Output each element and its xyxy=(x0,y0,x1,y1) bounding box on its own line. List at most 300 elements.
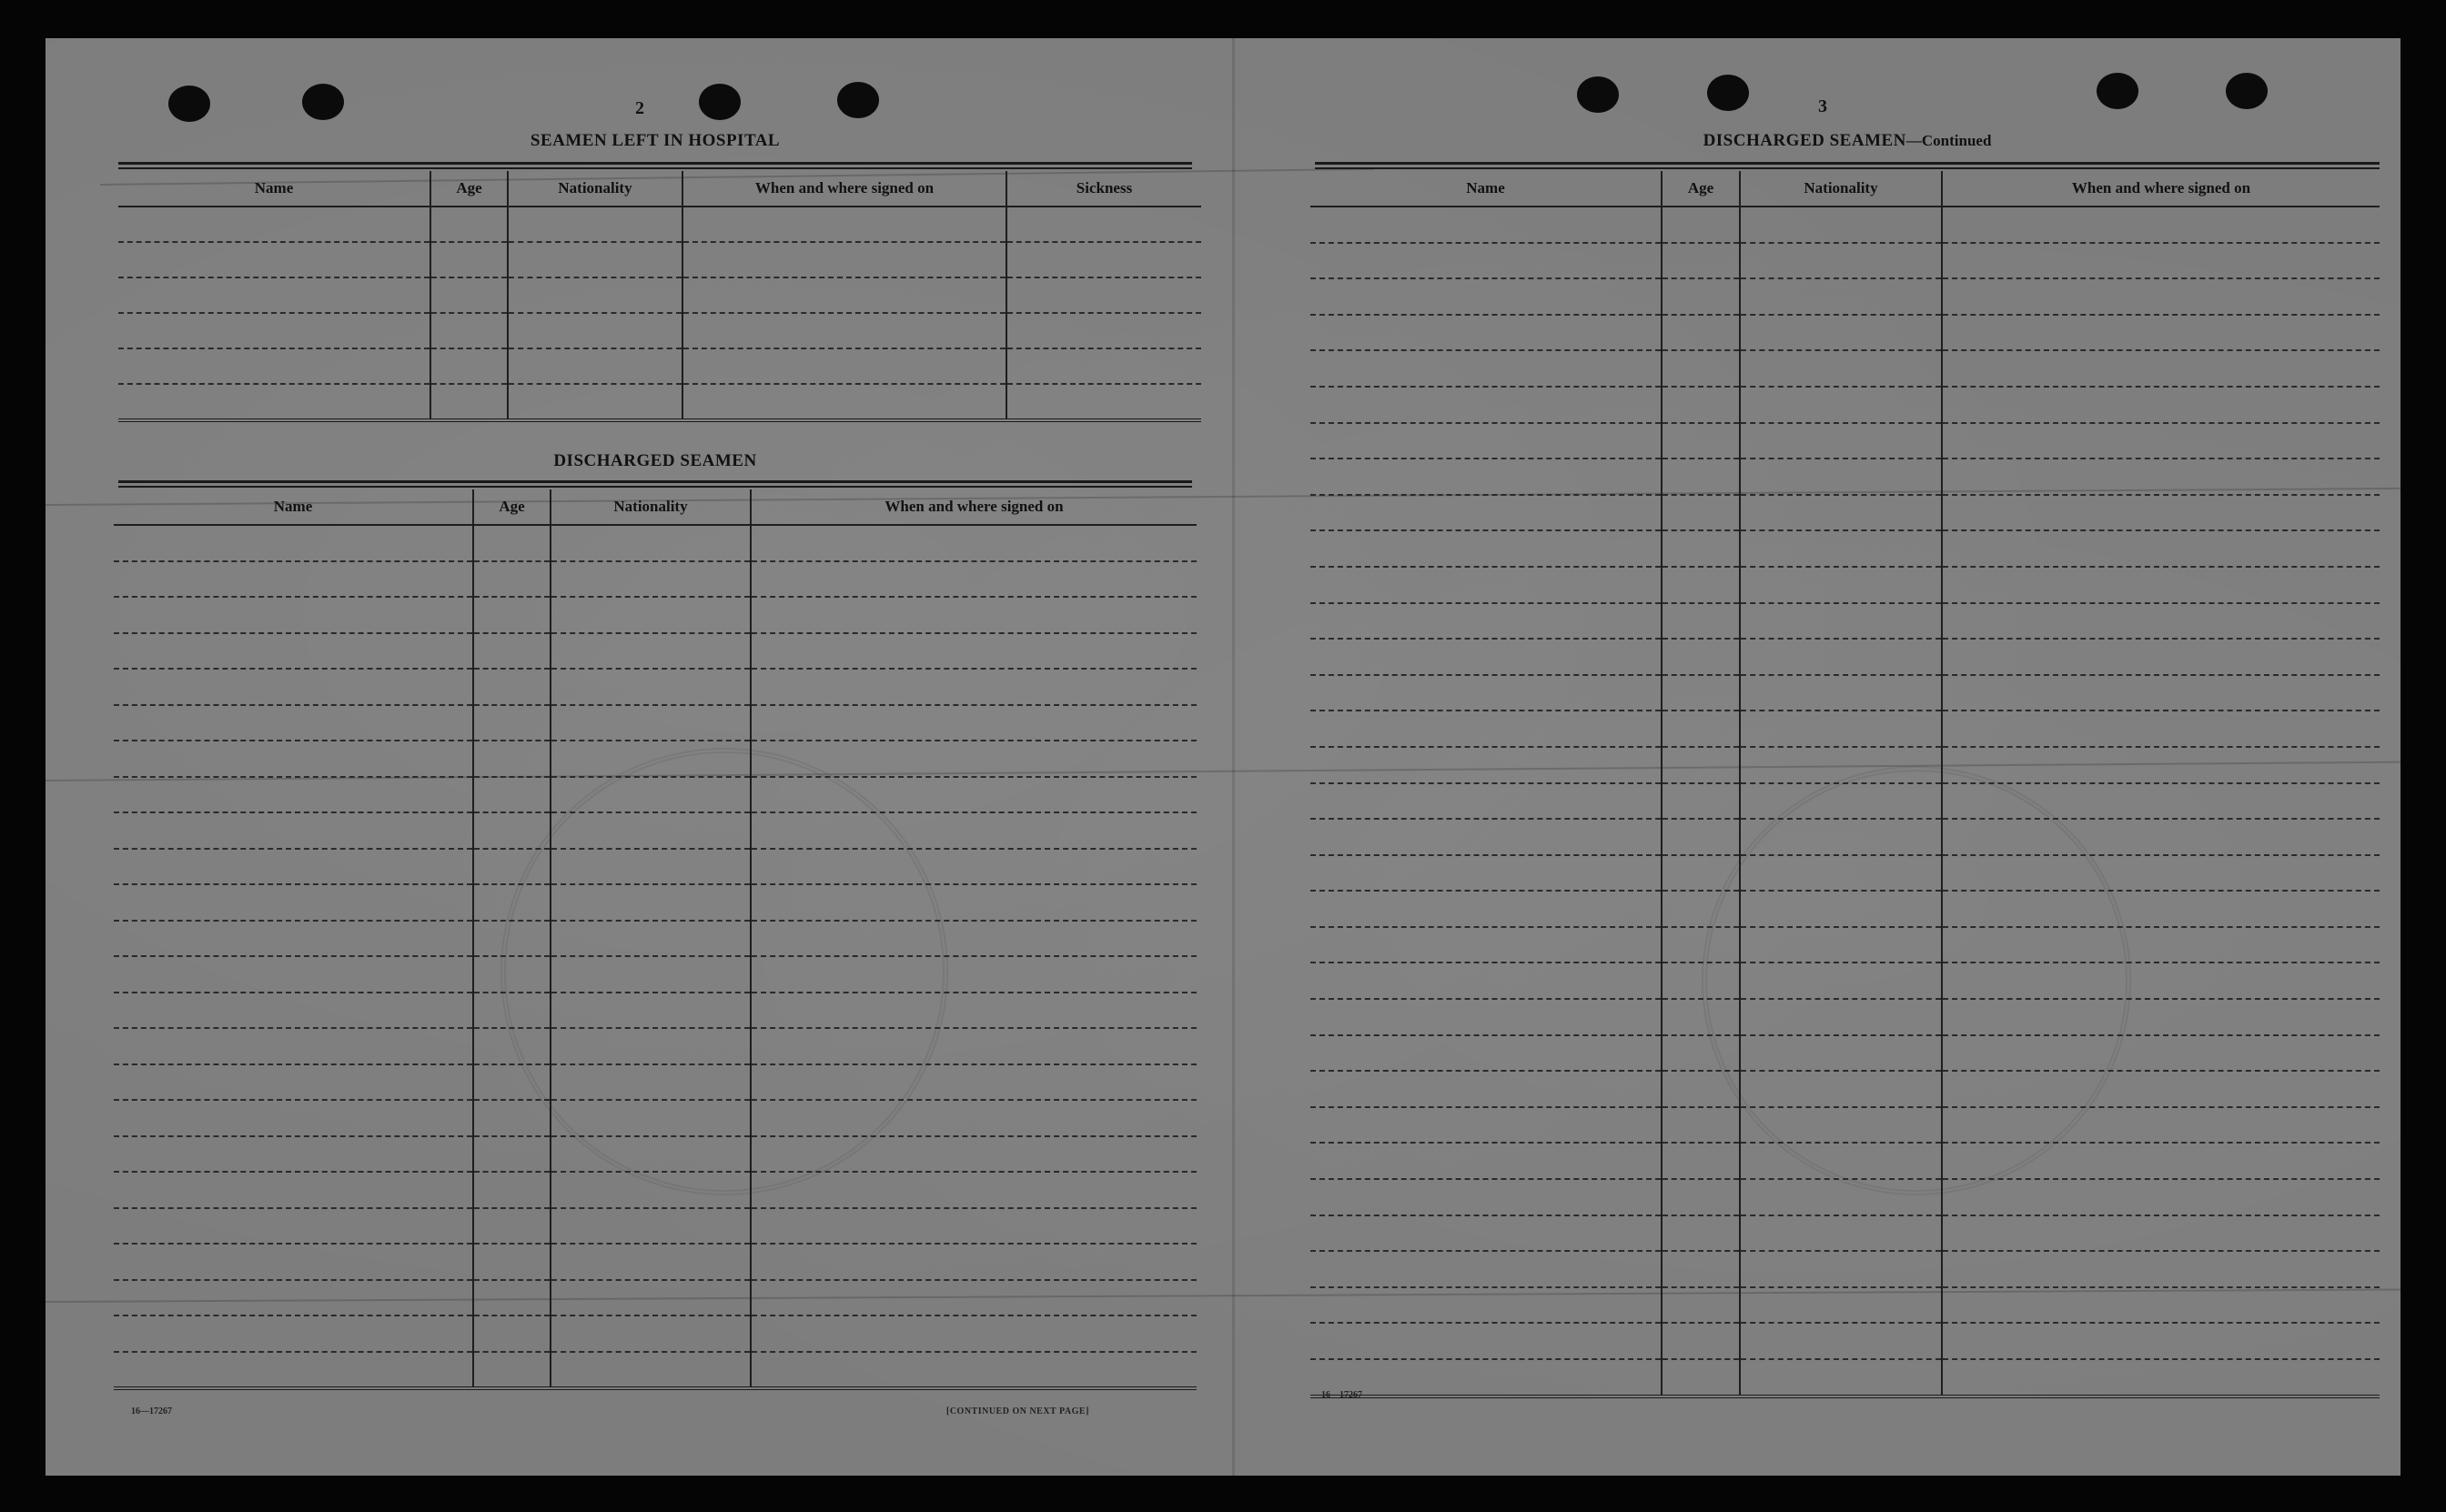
page-fold xyxy=(1232,38,1235,1476)
blank-cell xyxy=(1662,1287,1740,1324)
blank-cell xyxy=(551,561,751,598)
blank-cell xyxy=(508,384,682,420)
blank-cell xyxy=(682,242,1006,277)
blank-cell xyxy=(473,1280,551,1316)
blank-cell xyxy=(114,1172,473,1208)
blank-cell xyxy=(1310,819,1662,855)
blank-cell xyxy=(1740,207,1942,243)
blank-cell xyxy=(1662,927,1740,963)
discharged-continued-row xyxy=(1310,747,2380,783)
blank-cell xyxy=(473,849,551,885)
discharged-row xyxy=(114,633,1197,670)
blank-cell xyxy=(551,884,751,921)
discharged-continued-row xyxy=(1310,999,2380,1035)
blank-cell xyxy=(682,384,1006,420)
blank-cell xyxy=(1662,243,1740,279)
blank-cell xyxy=(430,384,508,420)
blank-cell xyxy=(473,1208,551,1245)
discharged-continued-row xyxy=(1310,1035,2380,1072)
punch-hole xyxy=(2097,73,2138,109)
discharged-continued-row xyxy=(1310,350,2380,387)
blank-cell xyxy=(1310,675,1662,711)
blank-cell xyxy=(682,207,1006,242)
discharged-continued-row xyxy=(1310,783,2380,820)
blank-cell xyxy=(1740,1323,1942,1359)
blank-cell xyxy=(1942,1035,2380,1072)
blank-cell xyxy=(1942,315,2380,351)
continued-suffix: —Continued xyxy=(1905,132,1992,149)
blank-cell xyxy=(114,1352,473,1389)
blank-cell xyxy=(114,812,473,849)
blank-cell xyxy=(473,993,551,1029)
blank-cell xyxy=(118,348,430,384)
blank-cell xyxy=(473,884,551,921)
blank-cell xyxy=(1310,567,1662,603)
blank-cell xyxy=(751,1172,1197,1208)
blank-cell xyxy=(430,207,508,242)
page-number-right: 3 xyxy=(1818,96,1827,116)
blank-cell xyxy=(551,1136,751,1173)
discharged-row xyxy=(114,1136,1197,1173)
discharged-continued-row xyxy=(1310,530,2380,567)
discharged-continued-title-text: DISCHARGED SEAMEN xyxy=(1703,131,1906,150)
blank-cell xyxy=(1662,603,1740,640)
blank-cell xyxy=(551,705,751,741)
continued-note: [CONTINUED ON NEXT PAGE] xyxy=(946,1406,1089,1416)
blank-cell xyxy=(1662,1323,1740,1359)
blank-cell xyxy=(1310,603,1662,640)
hospital-title-rule xyxy=(118,162,1192,169)
discharged-row xyxy=(114,849,1197,885)
discharged-continued-row xyxy=(1310,927,2380,963)
discharged-row xyxy=(114,1208,1197,1245)
blank-cell xyxy=(751,1352,1197,1389)
blank-cell xyxy=(1662,783,1740,820)
blank-cell xyxy=(1662,1215,1740,1252)
punch-hole xyxy=(168,86,210,122)
blank-cell xyxy=(114,633,473,670)
discharged-continued-row xyxy=(1310,1287,2380,1324)
blank-cell xyxy=(1310,387,1662,423)
blank-cell xyxy=(1740,927,1942,963)
discharged-table xyxy=(114,489,1197,1390)
blank-cell xyxy=(508,207,682,242)
blank-cell xyxy=(118,207,430,242)
blank-cell xyxy=(430,242,508,277)
blank-cell xyxy=(1740,963,1942,999)
blank-cell xyxy=(551,1172,751,1208)
blank-cell xyxy=(114,561,473,598)
blank-cell xyxy=(1942,783,2380,820)
discharged-continued-row xyxy=(1310,1215,2380,1252)
blank-cell xyxy=(751,705,1197,741)
blank-cell xyxy=(473,1172,551,1208)
blank-cell xyxy=(1662,387,1740,423)
blank-cell xyxy=(508,242,682,277)
blank-cell xyxy=(1310,530,1662,567)
continued-col-age: Age xyxy=(1662,171,1740,207)
blank-cell xyxy=(1942,278,2380,315)
blank-cell xyxy=(1310,1215,1662,1252)
blank-cell xyxy=(1310,783,1662,820)
blank-cell xyxy=(751,1136,1197,1173)
blank-cell xyxy=(751,1244,1197,1280)
blank-cell xyxy=(1740,819,1942,855)
discharged-continued-row xyxy=(1310,423,2380,459)
discharged-row xyxy=(114,921,1197,957)
discharged-row xyxy=(114,812,1197,849)
blank-cell xyxy=(1740,278,1942,315)
blank-cell xyxy=(551,1244,751,1280)
blank-cell xyxy=(1310,639,1662,675)
blank-cell xyxy=(1310,207,1662,243)
blank-cell xyxy=(473,1315,551,1352)
blank-cell xyxy=(1662,423,1740,459)
blank-cell xyxy=(1662,1179,1740,1215)
blank-cell xyxy=(1740,747,1942,783)
blank-cell xyxy=(751,921,1197,957)
blank-cell xyxy=(473,669,551,705)
hospital-row xyxy=(118,348,1201,384)
discharged-row xyxy=(114,705,1197,741)
blank-cell xyxy=(1942,1215,2380,1252)
blank-cell xyxy=(1310,1107,1662,1144)
hospital-table xyxy=(118,171,1201,422)
blank-cell xyxy=(1942,243,2380,279)
blank-cell xyxy=(1942,1107,2380,1144)
blank-cell xyxy=(551,1028,751,1064)
blank-cell xyxy=(1662,711,1740,747)
blank-cell xyxy=(1662,207,1740,243)
blank-cell xyxy=(1740,1287,1942,1324)
blank-cell xyxy=(1310,459,1662,495)
blank-cell xyxy=(1740,567,1942,603)
blank-cell xyxy=(1942,350,2380,387)
blank-cell xyxy=(751,597,1197,633)
blank-cell xyxy=(1662,350,1740,387)
blank-cell xyxy=(751,741,1197,777)
discharged-row xyxy=(114,669,1197,705)
blank-cell xyxy=(1942,1071,2380,1107)
discharged-row xyxy=(114,1064,1197,1101)
hospital-col-signed-on: When and where signed on xyxy=(682,171,1006,207)
blank-cell xyxy=(1942,1179,2380,1215)
blank-cell xyxy=(1310,350,1662,387)
blank-cell xyxy=(1942,639,2380,675)
blank-cell xyxy=(751,1208,1197,1245)
blank-cell xyxy=(551,1315,751,1352)
punch-hole xyxy=(699,84,741,120)
blank-cell xyxy=(1740,1035,1942,1072)
blank-cell xyxy=(1006,242,1201,277)
blank-cell xyxy=(751,1100,1197,1136)
punch-hole xyxy=(302,84,344,120)
blank-cell xyxy=(1740,675,1942,711)
blank-cell xyxy=(551,812,751,849)
blank-cell xyxy=(1310,243,1662,279)
blank-cell xyxy=(1740,1359,1942,1396)
blank-cell xyxy=(1310,1251,1662,1287)
discharged-continued-row xyxy=(1310,459,2380,495)
blank-cell xyxy=(751,561,1197,598)
blank-cell xyxy=(751,884,1197,921)
blank-cell xyxy=(1740,891,1942,927)
discharged-row xyxy=(114,956,1197,993)
blank-cell xyxy=(1740,315,1942,351)
blank-cell xyxy=(473,705,551,741)
blank-cell xyxy=(551,669,751,705)
blank-cell xyxy=(1740,855,1942,892)
blank-cell xyxy=(1310,891,1662,927)
blank-cell xyxy=(682,277,1006,313)
blank-cell xyxy=(1942,675,2380,711)
blank-cell xyxy=(1662,639,1740,675)
form-number-right: 16—17267 xyxy=(1321,1390,1362,1400)
blank-cell xyxy=(1662,1143,1740,1179)
blank-cell xyxy=(114,1028,473,1064)
form-number-left: 16—17267 xyxy=(131,1406,172,1416)
blank-cell xyxy=(1006,313,1201,348)
blank-cell xyxy=(1310,747,1662,783)
discharged-row xyxy=(114,884,1197,921)
blank-cell xyxy=(551,921,751,957)
discharged-row xyxy=(114,741,1197,777)
hospital-row xyxy=(118,277,1201,313)
punch-hole xyxy=(1577,76,1619,113)
blank-cell xyxy=(473,1244,551,1280)
blank-cell xyxy=(1740,495,1942,531)
discharged-continued-row xyxy=(1310,207,2380,243)
blank-cell xyxy=(551,849,751,885)
blank-cell xyxy=(1662,855,1740,892)
blank-cell xyxy=(114,1315,473,1352)
blank-cell xyxy=(1740,530,1942,567)
discharged-continued-row xyxy=(1310,711,2380,747)
blank-cell xyxy=(1740,1071,1942,1107)
discharged-row xyxy=(114,1315,1197,1352)
discharged-row xyxy=(114,1028,1197,1064)
discharged-continued-row xyxy=(1310,278,2380,315)
continued-col-name: Name xyxy=(1310,171,1662,207)
blank-cell xyxy=(473,741,551,777)
blank-cell xyxy=(1740,387,1942,423)
blank-cell xyxy=(551,777,751,813)
blank-cell xyxy=(1310,278,1662,315)
blank-cell xyxy=(751,525,1197,561)
blank-cell xyxy=(1310,1179,1662,1215)
blank-cell xyxy=(1310,711,1662,747)
blank-cell xyxy=(1310,1287,1662,1324)
blank-cell xyxy=(751,633,1197,670)
blank-cell xyxy=(1662,1359,1740,1396)
blank-cell xyxy=(430,348,508,384)
blank-cell xyxy=(508,348,682,384)
blank-cell xyxy=(551,1100,751,1136)
blank-cell xyxy=(114,1208,473,1245)
blank-cell xyxy=(114,777,473,813)
blank-cell xyxy=(751,1315,1197,1352)
blank-cell xyxy=(1662,675,1740,711)
blank-cell xyxy=(1942,1359,2380,1396)
blank-cell xyxy=(473,956,551,993)
blank-cell xyxy=(1740,999,1942,1035)
discharged-row xyxy=(114,777,1197,813)
blank-cell xyxy=(1662,459,1740,495)
blank-cell xyxy=(1942,819,2380,855)
blank-cell xyxy=(751,993,1197,1029)
page-number-left: 2 xyxy=(635,98,644,118)
blank-cell xyxy=(1740,783,1942,820)
punch-hole xyxy=(1707,75,1749,111)
blank-cell xyxy=(1662,1071,1740,1107)
blank-cell xyxy=(118,242,430,277)
blank-cell xyxy=(1662,747,1740,783)
blank-cell xyxy=(1662,495,1740,531)
hospital-row xyxy=(118,313,1201,348)
blank-cell xyxy=(1942,855,2380,892)
discharged-col-name: Name xyxy=(114,489,473,525)
discharged-continued-table xyxy=(1310,171,2380,1398)
discharged-row xyxy=(114,1280,1197,1316)
blank-cell xyxy=(1310,1143,1662,1179)
blank-cell xyxy=(751,777,1197,813)
discharged-continued-row xyxy=(1310,1323,2380,1359)
blank-cell xyxy=(118,313,430,348)
blank-cell xyxy=(473,597,551,633)
blank-cell xyxy=(1662,530,1740,567)
blank-cell xyxy=(1310,999,1662,1035)
discharged-row xyxy=(114,1244,1197,1280)
blank-cell xyxy=(473,1352,551,1389)
blank-cell xyxy=(114,705,473,741)
blank-cell xyxy=(1662,891,1740,927)
blank-cell xyxy=(1740,1251,1942,1287)
blank-cell xyxy=(1740,639,1942,675)
blank-cell xyxy=(1942,747,2380,783)
blank-cell xyxy=(551,633,751,670)
blank-cell xyxy=(1942,495,2380,531)
blank-cell xyxy=(114,884,473,921)
blank-cell xyxy=(114,525,473,561)
blank-cell xyxy=(1942,711,2380,747)
discharged-row xyxy=(114,597,1197,633)
blank-cell xyxy=(1006,384,1201,420)
blank-cell xyxy=(751,1064,1197,1101)
discharged-continued-row xyxy=(1310,603,2380,640)
blank-cell xyxy=(473,633,551,670)
blank-cell xyxy=(551,1352,751,1389)
discharged-continued-row xyxy=(1310,1107,2380,1144)
blank-cell xyxy=(118,384,430,420)
blank-cell xyxy=(1740,1143,1942,1179)
blank-cell xyxy=(682,348,1006,384)
blank-cell xyxy=(114,597,473,633)
blank-cell xyxy=(118,277,430,313)
blank-cell xyxy=(1662,963,1740,999)
hospital-row xyxy=(118,384,1201,420)
discharged-row xyxy=(114,993,1197,1029)
blank-cell xyxy=(1006,207,1201,242)
blank-cell xyxy=(114,1064,473,1101)
blank-cell xyxy=(114,1136,473,1173)
hospital-col-name: Name xyxy=(118,171,430,207)
scanned-document xyxy=(45,38,2401,1476)
blank-cell xyxy=(1942,207,2380,243)
blank-cell xyxy=(1662,278,1740,315)
blank-cell xyxy=(1740,603,1942,640)
blank-cell xyxy=(1740,459,1942,495)
blank-cell xyxy=(508,277,682,313)
blank-cell xyxy=(1942,1287,2380,1324)
blank-cell xyxy=(751,956,1197,993)
hospital-col-nationality: Nationality xyxy=(508,171,682,207)
discharged-continued-row xyxy=(1310,387,2380,423)
blank-cell xyxy=(551,1064,751,1101)
blank-cell xyxy=(114,993,473,1029)
blank-cell xyxy=(551,1208,751,1245)
blank-cell xyxy=(1942,567,2380,603)
blank-cell xyxy=(1942,530,2380,567)
blank-cell xyxy=(551,525,751,561)
blank-cell xyxy=(508,313,682,348)
blank-cell xyxy=(114,921,473,957)
blank-cell xyxy=(1310,1359,1662,1396)
discharged-continued-rule xyxy=(1315,162,2380,169)
blank-cell xyxy=(751,669,1197,705)
punch-hole xyxy=(837,82,879,118)
blank-cell xyxy=(114,741,473,777)
blank-cell xyxy=(114,1100,473,1136)
blank-cell xyxy=(1310,495,1662,531)
blank-cell xyxy=(1942,423,2380,459)
blank-cell xyxy=(114,1244,473,1280)
continued-col-nationality: Nationality xyxy=(1740,171,1942,207)
blank-cell xyxy=(1740,243,1942,279)
blank-cell xyxy=(1942,387,2380,423)
blank-cell xyxy=(473,777,551,813)
blank-cell xyxy=(1310,1071,1662,1107)
blank-cell xyxy=(1740,350,1942,387)
discharged-continued-row xyxy=(1310,1071,2380,1107)
blank-cell xyxy=(1662,999,1740,1035)
blank-cell xyxy=(1310,1035,1662,1072)
discharged-continued-row xyxy=(1310,675,2380,711)
punch-hole xyxy=(2226,73,2268,109)
discharged-row xyxy=(114,525,1197,561)
blank-cell xyxy=(551,597,751,633)
blank-cell xyxy=(1942,1323,2380,1359)
hospital-col-sickness: Sickness xyxy=(1006,171,1201,207)
discharged-col-signed-on: When and where signed on xyxy=(751,489,1197,525)
discharged-row xyxy=(114,1172,1197,1208)
discharged-title-rule xyxy=(118,480,1192,488)
blank-cell xyxy=(1006,348,1201,384)
hospital-row xyxy=(118,207,1201,242)
blank-cell xyxy=(1006,277,1201,313)
blank-cell xyxy=(473,812,551,849)
blank-cell xyxy=(1942,999,2380,1035)
discharged-continued-row xyxy=(1310,315,2380,351)
blank-cell xyxy=(1310,855,1662,892)
discharged-continued-row xyxy=(1310,1143,2380,1179)
hospital-row xyxy=(118,242,1201,277)
blank-cell xyxy=(430,313,508,348)
blank-cell xyxy=(1942,459,2380,495)
blank-cell xyxy=(682,313,1006,348)
blank-cell xyxy=(751,1280,1197,1316)
discharged-continued-row xyxy=(1310,639,2380,675)
hospital-section-title: SEAMEN LEFT IN HOSPITAL xyxy=(530,131,781,150)
